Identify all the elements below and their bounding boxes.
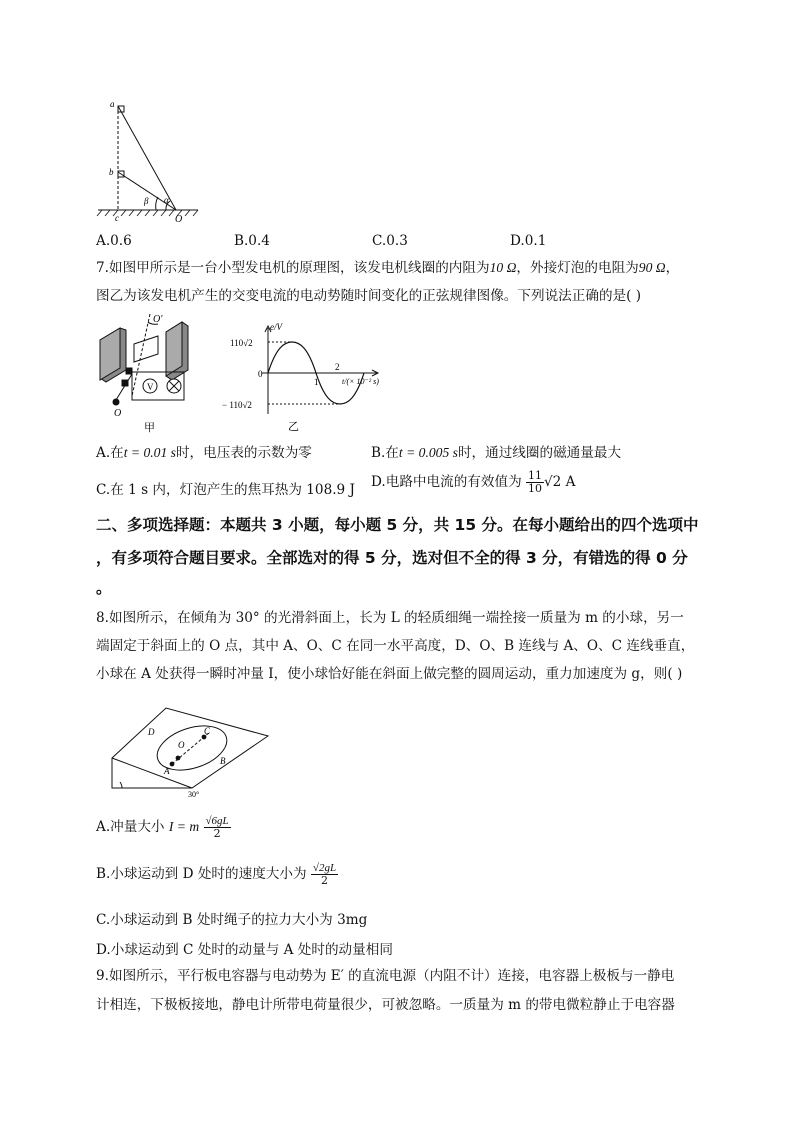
- q8-label-a: A: [164, 766, 170, 776]
- q8-option-a[interactable]: [96, 815, 231, 840]
- q8-stem-line3: 小球在 A 处获得一瞬时冲量 I，使小球恰好能在斜面上做完整的圆周运动，重力加速度为 g，则( ): [96, 666, 683, 682]
- q9-stem-line2: 计相连，下极板接地，静电计所带电荷量很少，可被忽略。一质量为 m 的带电微粒静止于电容器: [96, 997, 675, 1013]
- q7-option-b[interactable]: [371, 441, 621, 461]
- q6-label-a: a: [110, 99, 115, 109]
- q7-generator-figure: [96, 310, 202, 434]
- q8-label-c: C: [204, 726, 211, 736]
- q7-voltmeter-label: V: [147, 382, 154, 392]
- q8-option-a-den: 2: [213, 827, 221, 840]
- q7-fig-caption-jia: 甲: [144, 422, 155, 434]
- q6-label-b: b: [109, 167, 114, 177]
- q7-graph-ybottom: − 110√2: [222, 400, 252, 410]
- q7-stem-text-b: ，外接灯泡的电阻为: [516, 260, 639, 276]
- q7-emf-graph: [218, 318, 398, 434]
- q7-fig-o: O: [114, 408, 122, 419]
- q9-stem-line1: 9.如图所示，平行板电容器与电动势为 E′ 的直流电源（内阻不计）连接，电容器上极板与一静电: [96, 968, 675, 984]
- q8-label-o: O: [178, 740, 185, 750]
- q7-stem-text-c: ，: [665, 260, 680, 276]
- q7-stem-text-a: 7.如图甲所示是一台小型发电机的原理图，该发电机线圈的内阻为: [96, 260, 490, 276]
- q6-option-c[interactable]: C.0.3: [372, 233, 408, 249]
- q8-stem-line1: 8.如图所示，在倾角为 30° 的光滑斜面上，长为 L 的轻质细绳一端拴接一质量为 m 的小球，另一: [96, 610, 684, 626]
- q7-stem-line2: 图乙为该发电机产生的交变电流的电动势随时间变化的正弦规律图像。下列说法正确的是( ): [96, 288, 642, 304]
- q7-option-a[interactable]: [96, 441, 312, 461]
- q7-graph-ytop: 110√2: [230, 338, 253, 348]
- q6-label-beta: β: [144, 196, 149, 206]
- q7-graph-zero: 0: [258, 369, 263, 379]
- q8-angle-label: 30°: [188, 790, 200, 798]
- q8-stem-line2: 端固定于斜面上的 O 点，其中 A、O、C 在同一水平高度，D、O、B 连线与 A、O、C 连线垂直，: [96, 638, 695, 654]
- q8-label-d: D: [148, 727, 155, 737]
- q8-option-b-den: 2: [320, 874, 328, 887]
- q6-label-alpha: α: [164, 195, 169, 205]
- q7-option-b-prefix: B.在: [371, 445, 399, 461]
- q7-option-d[interactable]: [371, 470, 575, 495]
- q6-label-c: c: [115, 213, 119, 222]
- q7-fig-caption-yi: 乙: [288, 421, 299, 433]
- q7-option-d-fraction: [526, 470, 544, 495]
- q6-label-o: O: [175, 214, 183, 222]
- q7-graph-x1: 1: [314, 377, 319, 387]
- q8-option-a-math: I = m: [168, 819, 200, 834]
- q8-option-a-fraction: [204, 815, 231, 840]
- q7-option-a-text: 时，电压表的示数为零: [175, 445, 312, 461]
- q6-option-b[interactable]: B.0.4: [234, 233, 270, 249]
- q8-option-b-prefix: B.小球运动到 D 处时的速度大小为: [96, 866, 307, 882]
- q7-option-a-math: t = 0.01 s: [123, 445, 176, 460]
- section2-heading-line3: 。: [96, 579, 112, 597]
- q8-option-b-fraction: [311, 862, 338, 887]
- q7-graph-x2: 2: [335, 362, 340, 372]
- q8-option-b-num: √2gL: [312, 862, 337, 874]
- q7-option-b-math: t = 0.005 s: [398, 445, 458, 460]
- section2-heading-line1: 二、多项选择题：本题共 3 小题，每小题 5 分，共 15 分。在每小题给出的四个选项中: [96, 516, 699, 534]
- q8-option-a-num: √6gL: [205, 815, 229, 827]
- q7-option-b-text: 时，通过线圈的磁通量最大: [457, 445, 622, 461]
- q7-option-d-num: 11: [528, 469, 543, 482]
- q7-option-c[interactable]: C.在 1 s 内，灯泡产生的焦耳热为 108.9 J: [96, 482, 355, 498]
- q7-coil-resistance: 10 Ω: [489, 260, 517, 275]
- q6-figure: [94, 94, 204, 222]
- q8-option-a-prefix: A.冲量大小: [96, 819, 165, 835]
- q6-option-d[interactable]: D.0.1: [510, 233, 547, 249]
- q8-option-d[interactable]: D.小球运动到 C 处时的动量与 A 处时的动量相同: [96, 942, 393, 958]
- q7-bulb-resistance: 90 Ω: [638, 260, 666, 275]
- q7-fig-o-prime: O′: [153, 314, 163, 325]
- q7-option-a-prefix: A.在: [96, 445, 124, 461]
- q7-stem-line1: [96, 258, 679, 278]
- q8-option-c[interactable]: C.小球运动到 B 处时绳子的拉力大小为 3mg: [96, 912, 368, 928]
- q8-label-b: B: [220, 756, 226, 766]
- q7-graph-ylabel: e/V: [270, 322, 282, 332]
- q8-incline-figure: [108, 704, 272, 798]
- q6-option-a[interactable]: A.0.6: [96, 233, 132, 249]
- q8-option-b[interactable]: [96, 862, 338, 887]
- q7-graph-xlabel: t/(× 10⁻² s): [342, 377, 379, 386]
- q7-option-d-den: 10: [528, 482, 543, 495]
- q7-option-d-unit: √2 A: [544, 474, 576, 490]
- q7-option-d-prefix: D.电路中电流的有效值为: [371, 474, 522, 490]
- section2-heading-line2: ，有多项符合题目要求。全部选对的得 5 分，选对但不全的得 3 分，有错选的得 0 分: [96, 549, 688, 567]
